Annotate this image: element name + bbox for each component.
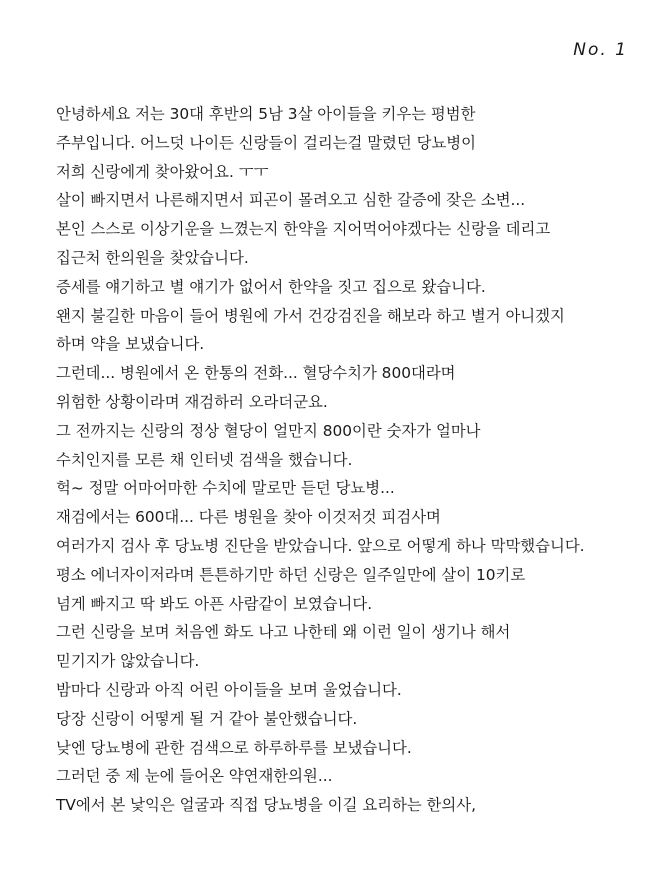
text-line: 그런데... 병원에서 온 한통의 전화... 혈당수치가 800대라며 (56, 364, 456, 383)
text-line: 본인 스스로 이상기운을 느꼈는지 한약을 지어먹어야겠다는 신랑을 데리고 (56, 220, 551, 239)
text-line: 그러던 중 제 눈에 들어온 약연재한의원... (56, 767, 333, 786)
text-line: 안녕하세요 저는 30대 후반의 5남 3살 아이들을 키우는 평범한 (56, 105, 476, 123)
handwritten-text-lines (56, 100, 636, 820)
text-line: 헉~ 정말 어마어마한 수치에 말로만 듣던 당뇨병... (56, 479, 395, 498)
text-line: 당장 신랑이 어떻게 될 거 같아 불안했습니다. (56, 709, 358, 728)
text-line: 증세를 얘기하고 별 얘기가 없어서 한약을 짓고 집으로 왔습니다. (56, 277, 486, 296)
text-line: 재검에서는 600대... 다른 병원을 찾아 이것저것 피검사며 (56, 508, 441, 527)
text-line: 주부입니다. 어느덧 나이든 신랑들이 걸리는걸 말렸던 당뇨병이 (56, 133, 476, 152)
text-line: 그 전까지는 신랑의 정상 혈당이 얼만지 800이란 숫자가 얼마나 (56, 421, 481, 440)
text-line: 넘게 빠지고 딱 봐도 아픈 사람같이 보였습니다. (56, 594, 373, 613)
text-line: 집근처 한의원을 찾았습니다. (56, 248, 249, 267)
text-line: 평소 에너자이저라며 튼튼하기만 하던 신랑은 일주일만에 살이 10키로 (56, 565, 526, 584)
text-line: TV에서 본 낯익은 얼굴과 직접 당뇨병을 이길 요리하는 한의사, (56, 796, 476, 815)
text-line: 저희 신랑에게 찾아왔어요. ㅜㅜ (56, 162, 269, 181)
text-line: 여러가지 검사 후 당뇨병 진단을 받았습니다. 앞으로 어떻게 하나 막막했습니다. (56, 536, 585, 555)
text-line: 밤마다 신랑과 아직 어린 아이들을 보며 울었습니다. (56, 680, 402, 699)
text-line: 수치인지를 모른 채 인터넷 검색을 했습니다. (56, 450, 353, 469)
page-number: No. 1 (573, 40, 628, 60)
text-line: 믿기지가 않았습니다. (56, 652, 200, 671)
text-line: 하며 약을 보냈습니다. (56, 335, 205, 354)
text-line: 왠지 불길한 마음이 들어 병원에 가서 건강검진을 해보라 하고 별거 아니겠지 (56, 306, 565, 325)
text-line: 살이 빠지면서 나른해지면서 피곤이 몰려오고 심한 갈증에 잦은 소변... (56, 191, 526, 210)
text-line: 그런 신랑을 보며 처음엔 화도 나고 나한테 왜 이런 일이 생기나 해서 (56, 623, 511, 642)
text-line: 위험한 상황이라며 재검하러 오라더군요. (56, 392, 328, 411)
text-line: 낮엔 당뇨병에 관한 검색으로 하루하루를 보냈습니다. (56, 738, 412, 757)
